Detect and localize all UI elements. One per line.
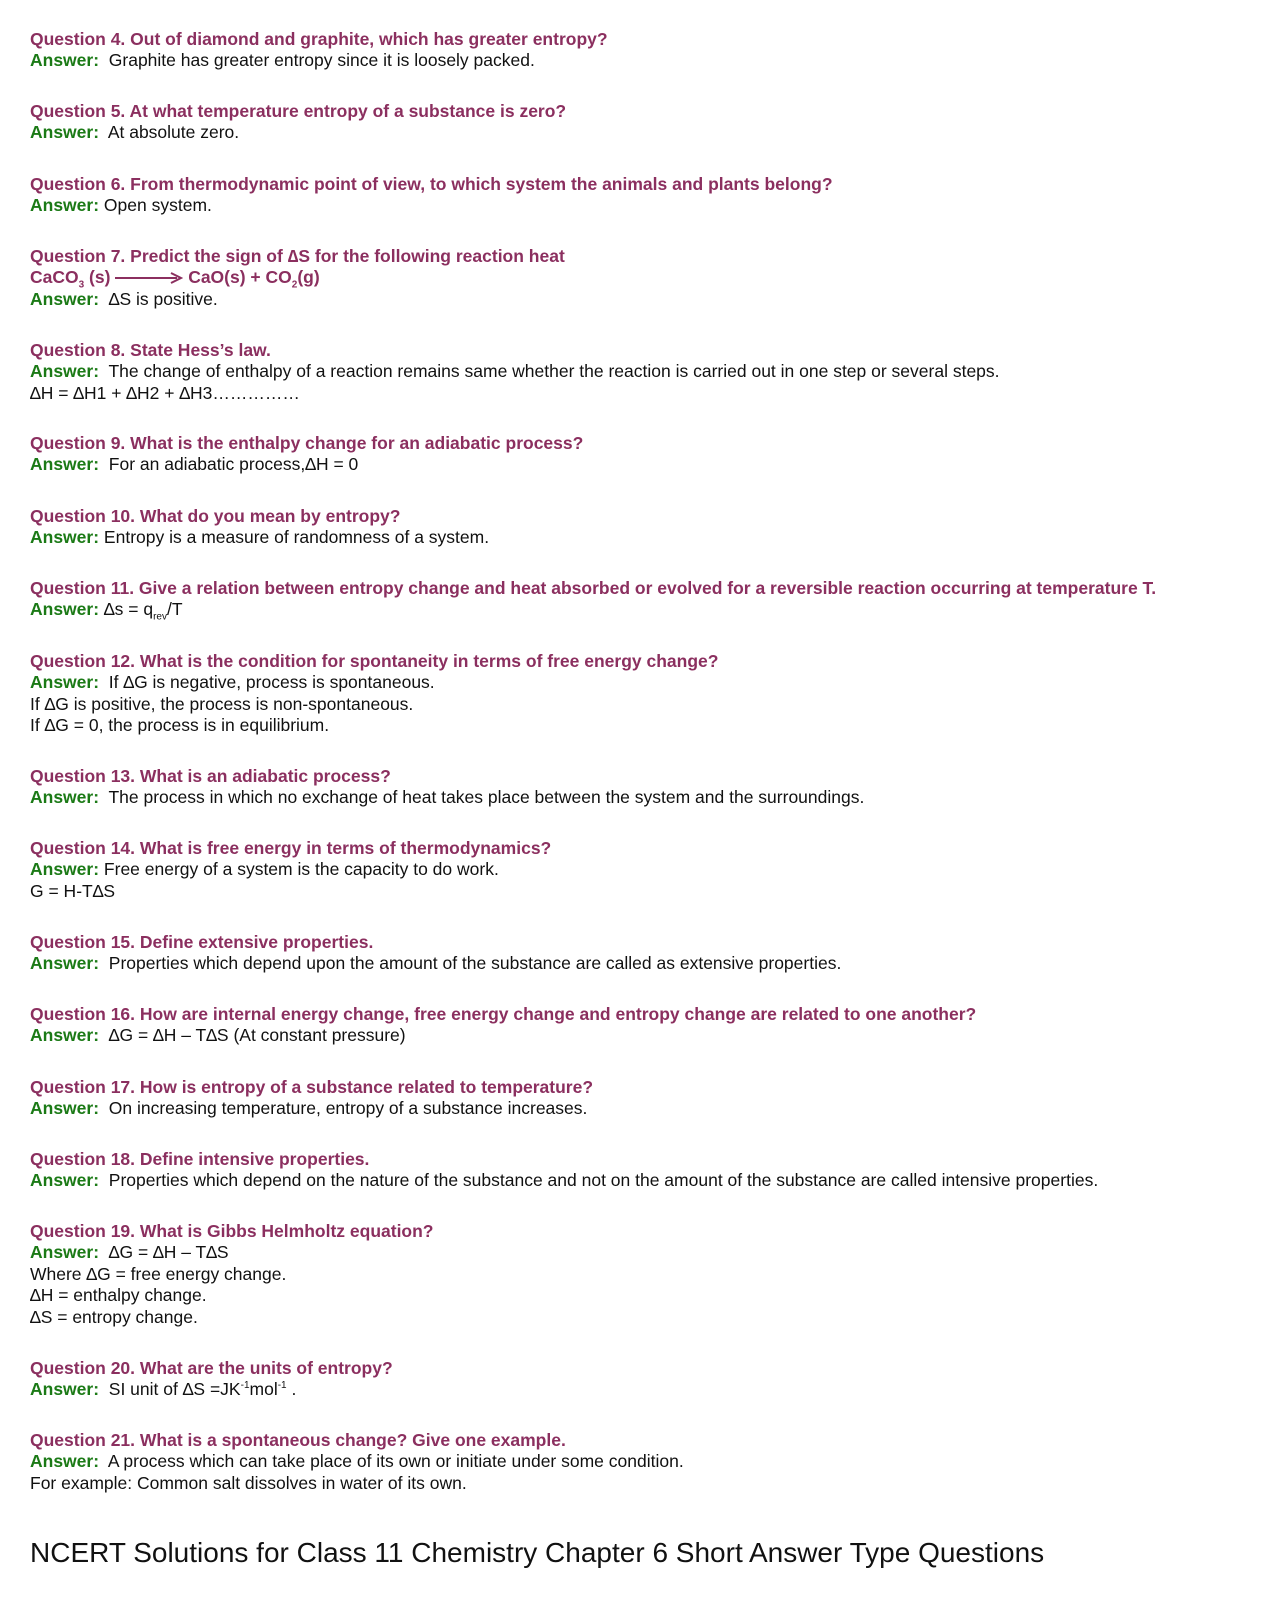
answer-label: Answer: (30, 599, 100, 620)
answer-20-superscript-2: -1 (277, 1380, 287, 1392)
question-20: Question 20. What are the units of entropy? (30, 1358, 393, 1378)
question-8: Question 8. State Hess’s law. (30, 340, 271, 360)
qa-block-20 (30, 1358, 1251, 1401)
answer-label: Answer: (30, 288, 100, 309)
page-footer-title: NCERT Solutions for Class 11 Chemistry Chapter 6 Short Answer Type Questions (30, 1537, 1045, 1568)
answer-11-main: ∆s = q (103, 599, 154, 620)
answer-7: ∆S is positive. (108, 288, 218, 309)
answer-label: Answer: (30, 361, 100, 382)
answer-label: Answer: (30, 1451, 100, 1472)
product-subscript: 2 (291, 279, 298, 291)
question-16: Question 16. How are internal energy change, free energy change and entropy change are related to one another? (30, 1004, 977, 1024)
answer-6: Open system. (103, 195, 212, 216)
question-17: Question 17. How is entropy of a substance related to temperature? (30, 1077, 594, 1097)
question-10: Question 10. What do you mean by entropy? (30, 506, 401, 526)
question-5: Question 5. At what temperature entropy of a substance is zero? (30, 101, 567, 121)
question-13: Question 13. What is an adiabatic process? (30, 766, 391, 786)
answer-13: The process in which no exchange of heat takes place between the system and the surroundings. (108, 787, 865, 808)
answer-20-superscript-1: -1 (240, 1380, 250, 1392)
answer-21-example: For example: Common salt dissolves in water of its own. (30, 1472, 467, 1493)
qa-block-15 (30, 932, 1251, 975)
qa-block-10 (30, 506, 1251, 549)
answer-20-main: SI unit of ∆S =JK (108, 1379, 241, 1400)
question-9: Question 9. What is the enthalpy change for an adiabatic process? (30, 433, 584, 453)
question-4: Question 4. Out of diamond and graphite, which has greater entropy? (30, 29, 608, 49)
qa-block-18 (30, 1149, 1251, 1192)
answer-label: Answer: (30, 1170, 100, 1191)
question-14: Question 14. What is free energy in terms of thermodynamics? (30, 838, 552, 858)
answer-label: Answer: (30, 953, 100, 974)
reaction-equation (30, 267, 1251, 291)
question-7: Question 7. Predict the sign of ∆S for the following reaction heat (30, 246, 565, 266)
reaction-reactant: CaCO (30, 267, 79, 288)
question-18: Question 18. Define intensive properties. (30, 1149, 370, 1169)
answer-12-line-3: If ∆G = 0, the process is in equilibrium. (30, 715, 330, 736)
answer-label: Answer: (30, 859, 100, 880)
answer-5: At absolute zero. (107, 122, 240, 143)
answer-19: ∆G = ∆H – T∆S (108, 1242, 229, 1263)
free-energy-equation: G = H-T∆S (30, 880, 116, 901)
product-state: (g) (297, 267, 320, 288)
qa-block-17 (30, 1077, 1251, 1120)
question-21: Question 21. What is a spontaneous change? Give one example. (30, 1430, 566, 1450)
qa-block-19 (30, 1221, 1251, 1328)
answer-label: Answer: (30, 672, 100, 693)
qa-block-12 (30, 651, 1251, 737)
answer-label: Answer: (30, 454, 100, 475)
question-19: Question 19. What is Gibbs Helmholtz equation? (30, 1221, 434, 1241)
answer-label: Answer: (30, 1098, 100, 1119)
reaction-products: CaO(s) + CO (188, 267, 292, 288)
answer-10: Entropy is a measure of randomness of a system. (103, 527, 490, 548)
answer-label: Answer: (30, 527, 100, 548)
question-15: Question 15. Define extensive properties. (30, 932, 374, 952)
answer-17: On increasing temperature, entropy of a substance increases. (108, 1098, 588, 1119)
answer-label: Answer: (30, 1379, 100, 1400)
answer-19-line-3: ∆H = enthalpy change. (30, 1285, 207, 1306)
answer-15: Properties which depend upon the amount of the substance are called as extensive properties. (108, 953, 842, 974)
answer-label: Answer: (30, 50, 100, 71)
reactant-subscript: 3 (78, 279, 85, 291)
qa-block-14 (30, 838, 1251, 902)
question-11: Question 11. Give a relation between entropy change and heat absorbed or evolved for a reversible reaction occurring at temperature T. (30, 578, 1157, 598)
question-12: Question 12. What is the condition for spontaneity in terms of free energy change? (30, 651, 719, 671)
qa-block-8 (30, 340, 1251, 404)
answer-4: Graphite has greater entropy since it is loosely packed. (108, 50, 535, 71)
answer-21: A process which can take place of its own or initiate under some condition. (107, 1451, 684, 1472)
qa-block-5 (30, 101, 1251, 144)
qa-block-11 (30, 578, 1251, 621)
qa-block-6 (30, 174, 1251, 217)
answer-19-line-4: ∆S = entropy change. (30, 1306, 198, 1327)
answer-18: Properties which depend on the nature of the substance and not on the amount of the substance are called intensive properties. (108, 1170, 1099, 1191)
answer-11-tail: /T (166, 599, 183, 620)
qa-block-4 (30, 29, 1251, 72)
hess-equation: ∆H = ∆H1 + ∆H2 + ∆H3…………… (30, 382, 300, 403)
qa-block-9 (30, 433, 1251, 476)
answer-20-tail: . (286, 1379, 297, 1400)
qa-block-16 (30, 1004, 1251, 1047)
answer-8: The change of enthalpy of a reaction remains same whether the reaction is carried out in one step or several steps. (108, 361, 1000, 382)
answer-label: Answer: (30, 1025, 100, 1046)
qa-block-21 (30, 1430, 1251, 1494)
answer-12-line-2: If ∆G is positive, the process is non-spontaneous. (30, 693, 414, 714)
answer-11-subscript: rev (153, 611, 167, 623)
answer-19-line-2: Where ∆G = free energy change. (30, 1263, 287, 1284)
answer-9: For an adiabatic process,∆H = 0 (108, 454, 359, 475)
reaction-arrow-icon (115, 272, 183, 284)
question-6: Question 6. From thermodynamic point of view, to which system the animals and plants belong? (30, 174, 833, 194)
answer-20 (109, 1379, 297, 1399)
answer-label: Answer: (30, 1242, 100, 1263)
answer-20-mol: mol (249, 1379, 278, 1400)
answer-label: Answer: (30, 195, 100, 216)
answer-label: Answer: (30, 787, 100, 808)
reactant-state: (s) (84, 267, 111, 288)
qa-block-13 (30, 766, 1251, 809)
answer-label: Answer: (30, 122, 100, 143)
answer-12: If ∆G is negative, process is spontaneous. (108, 672, 435, 693)
answer-11 (103, 599, 183, 623)
qa-block-7 (30, 246, 1251, 310)
answer-14: Free energy of a system is the capacity to do work. (103, 859, 499, 880)
answer-16: ∆G = ∆H – T∆S (At constant pressure) (108, 1025, 406, 1046)
